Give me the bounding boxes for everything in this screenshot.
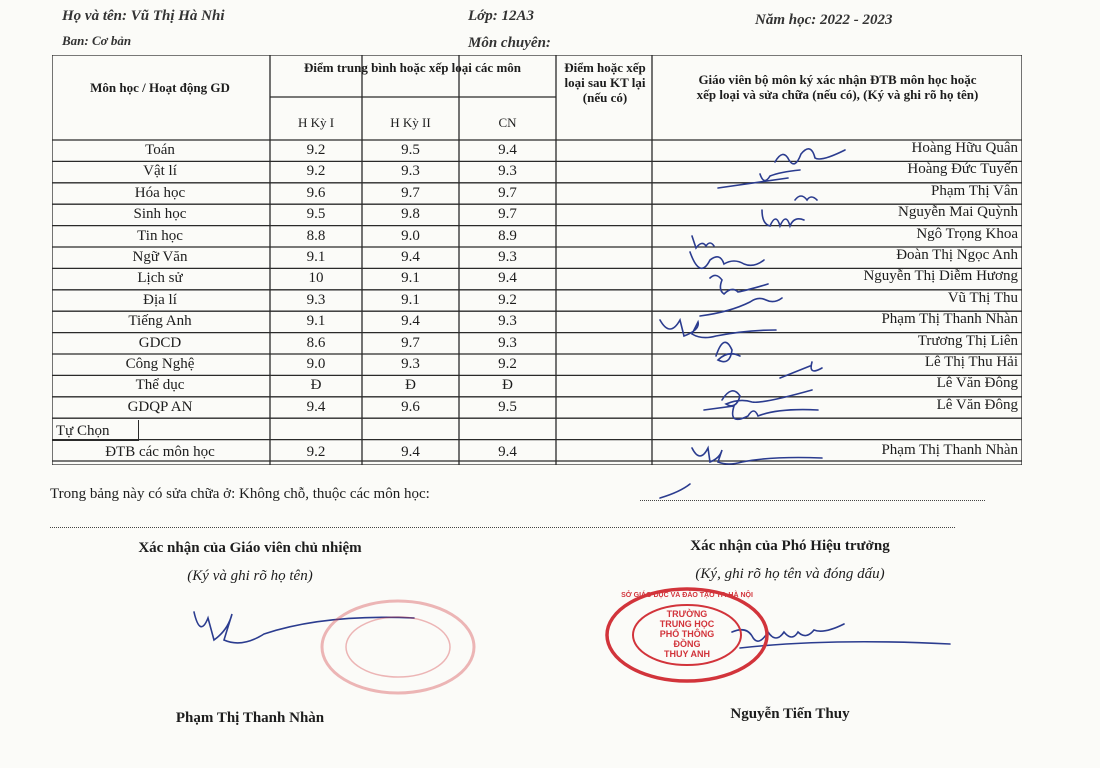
correction-note: Trong bảng này có sửa chữa ở: Không chỗ, thuộc các môn học: (50, 486, 430, 502)
signature-gdcd (716, 342, 740, 361)
signature-vatli (718, 170, 800, 188)
track-label: Ban: Cơ bản (62, 33, 132, 48)
subject-cell: Sinh học (133, 206, 187, 223)
faint-stamp (318, 598, 478, 696)
cn-cell: 9.4 (498, 142, 517, 158)
cn-cell: 8.9 (498, 227, 517, 244)
teacher-name-cell: Vũ Thị Thu (947, 289, 1018, 306)
hk2-cell: 9.4 (401, 249, 420, 265)
vice-principal-confirm-sub: (Ký, ghi rõ họ tên và đóng dấu) (695, 566, 885, 582)
hk1-cell: 9.2 (306, 142, 326, 158)
subject-cell: Địa lí (143, 291, 177, 308)
col-teacher-header: Giáo viên bộ môn ký xác nhận ĐTB môn học hoặc xếp loại và sửa chữa (nếu có), (Ký và ghi rõ họ tên) (696, 72, 979, 102)
class-label: Lớp: 12A3 (468, 8, 534, 24)
major-subject-label: Môn chuyên: (468, 35, 551, 51)
official-school-stamp (602, 585, 772, 685)
teacher-name-cell: Hoàng Hữu Quân (911, 140, 1018, 156)
cn-cell: 9.7 (498, 206, 517, 223)
teacher-name-cell: Hoàng Đức Tuyến (907, 161, 1018, 178)
hk1-cell: 9.3 (306, 291, 326, 308)
col-hk2-header: H Kỳ II (390, 115, 431, 130)
stamp-text-line: SỞ GIÁO DỤC VÀ ĐÀO TẠO TP. HÀ NỘI (621, 592, 753, 599)
signature-diali (700, 298, 782, 316)
hk1-cell: 9.0 (306, 356, 326, 372)
hk2-cell: 9.7 (401, 334, 420, 351)
student-name: Họ và tên: Vũ Thị Hà Nhi (62, 8, 225, 24)
stamp-text-line: THUY ANH (663, 649, 711, 659)
vice-principal-name: Nguyễn Tiến Thuy (730, 706, 850, 722)
col-average-header: Điểm trung bình hoặc xếp loại các môn (303, 60, 522, 75)
signature-tinhoc (692, 236, 714, 248)
signature-tienganh (660, 320, 776, 338)
signature-total (692, 448, 822, 464)
hk1-cell: 9.4 (306, 398, 326, 415)
teacher-name-cell: Nguyễn Thị Diễm Hương (863, 268, 1018, 285)
teacher-name-cell: Trương Thị Liên (917, 332, 1018, 349)
cn-cell: 9.5 (498, 398, 517, 415)
col-retest-header: Điểm hoặc xếp loại sau KT lại (nếu có) (564, 60, 646, 105)
hk1-cell: 8.8 (306, 227, 326, 244)
homeroom-confirm-title: Xác nhận của Giáo viên chủ nhiệm (138, 540, 362, 556)
hk2-cell: Đ (405, 377, 416, 394)
hk1-cell: 9.2 (306, 163, 326, 180)
cn-cell: 9.3 (498, 313, 517, 330)
signature-toan (775, 149, 845, 164)
subject-cell: GDQP AN (127, 398, 193, 415)
total-row-hk1: 9.2 (306, 444, 326, 460)
signature-gdqp (704, 406, 818, 419)
signature-note-slash (660, 484, 690, 498)
hk1-cell: 10 (308, 270, 324, 287)
cn-cell: 9.2 (498, 291, 517, 308)
hk2-cell: 9.3 (401, 356, 420, 372)
cn-cell: 9.4 (498, 270, 517, 287)
hk2-cell: 9.1 (401, 270, 420, 287)
cn-cell: Đ (502, 377, 513, 394)
separator-dotted-line (50, 527, 955, 528)
col-subject-header: Môn học / Hoạt động GD (90, 80, 230, 95)
subject-cell: Ngữ Văn (132, 249, 188, 265)
signature-lichsu (710, 275, 768, 294)
teacher-name-cell: Nguyễn Mai Quỳnh (898, 204, 1018, 221)
total-row-subject: ĐTB các môn học (105, 444, 215, 460)
subject-cell: GDCD (138, 334, 182, 351)
teacher-name-cell: Phạm Thị Thanh Nhàn (881, 311, 1018, 328)
subject-cell: Hóa học (134, 184, 186, 201)
col-hk1-header: H Kỳ I (297, 115, 335, 130)
subject-cell: Tin học (137, 227, 183, 244)
hk1-cell: 9.1 (306, 249, 326, 265)
subject-cell: Lịch sử (137, 270, 183, 287)
cn-cell: 9.3 (498, 334, 517, 351)
teacher-name-cell: Lê Thị Thu Hải (924, 354, 1018, 370)
hk1-cell: 8.6 (306, 334, 326, 351)
signature-hoahoc (795, 196, 817, 200)
elective-label: Tự Chọn (56, 423, 110, 439)
cn-cell: 9.7 (498, 184, 517, 201)
teacher-name-cell: Đoàn Thị Ngọc Anh (896, 247, 1018, 263)
hk1-cell: 9.1 (306, 313, 326, 330)
teacher-name-cell: Phạm Thị Vân (931, 182, 1018, 199)
hk1-cell: 9.6 (306, 184, 326, 201)
subject-cell: Thể dục (135, 377, 185, 394)
signature-congnghe (780, 362, 822, 378)
stamp-text-line: PHỔ THÔNG (659, 629, 715, 639)
hk2-cell: 9.0 (401, 227, 420, 244)
total-row-cn: 9.4 (498, 444, 517, 460)
hk1-cell: 9.5 (306, 206, 326, 223)
vice-principal-confirm-title: Xác nhận của Phó Hiệu trưởng (690, 538, 890, 554)
hk2-cell: 9.8 (401, 206, 420, 223)
total-row-hk2: 9.4 (401, 444, 420, 460)
teacher-name-cell: Lê Văn Đông (936, 375, 1018, 392)
hk2-cell: 9.7 (401, 184, 420, 201)
homeroom-confirm-sub: (Ký và ghi rõ họ tên) (187, 568, 313, 584)
signature-nguvan (690, 252, 764, 268)
subject-cell: Vật lí (143, 163, 177, 180)
teacher-name-cell: Ngô Trọng Khoa (916, 225, 1018, 242)
homeroom-teacher-name: Phạm Thị Thanh Nhàn (175, 710, 325, 726)
correction-dotted-line (640, 500, 985, 501)
hk2-cell: 9.1 (401, 291, 420, 308)
cn-cell: 9.3 (498, 163, 517, 180)
school-year: Năm học: 2022 - 2023 (755, 12, 893, 28)
cn-cell: 9.2 (498, 356, 517, 372)
hk2-cell: 9.5 (401, 142, 420, 158)
stamp-text-line: ĐỒNG (673, 639, 701, 649)
teacher-name-cell: Lê Văn Đông (936, 396, 1018, 413)
hk2-cell: 9.3 (401, 163, 420, 180)
hk2-cell: 9.6 (401, 398, 420, 415)
stamp-text-line: TRƯỜNG (666, 609, 708, 619)
cn-cell: 9.3 (498, 249, 517, 265)
signature-theduc (722, 390, 812, 406)
subject-cell: Toán (145, 142, 175, 158)
subject-cell: Công Nghệ (125, 356, 195, 372)
hk2-cell: 9.4 (401, 313, 420, 330)
subject-cell: Tiếng Anh (128, 313, 192, 330)
col-cn-header: CN (498, 115, 517, 130)
signature-sinhhoc (762, 210, 804, 226)
stamp-text-line: TRUNG HỌC (659, 619, 715, 629)
hk1-cell: Đ (310, 377, 322, 394)
total-row-teacher: Phạm Thị Thanh Nhàn (881, 442, 1018, 458)
